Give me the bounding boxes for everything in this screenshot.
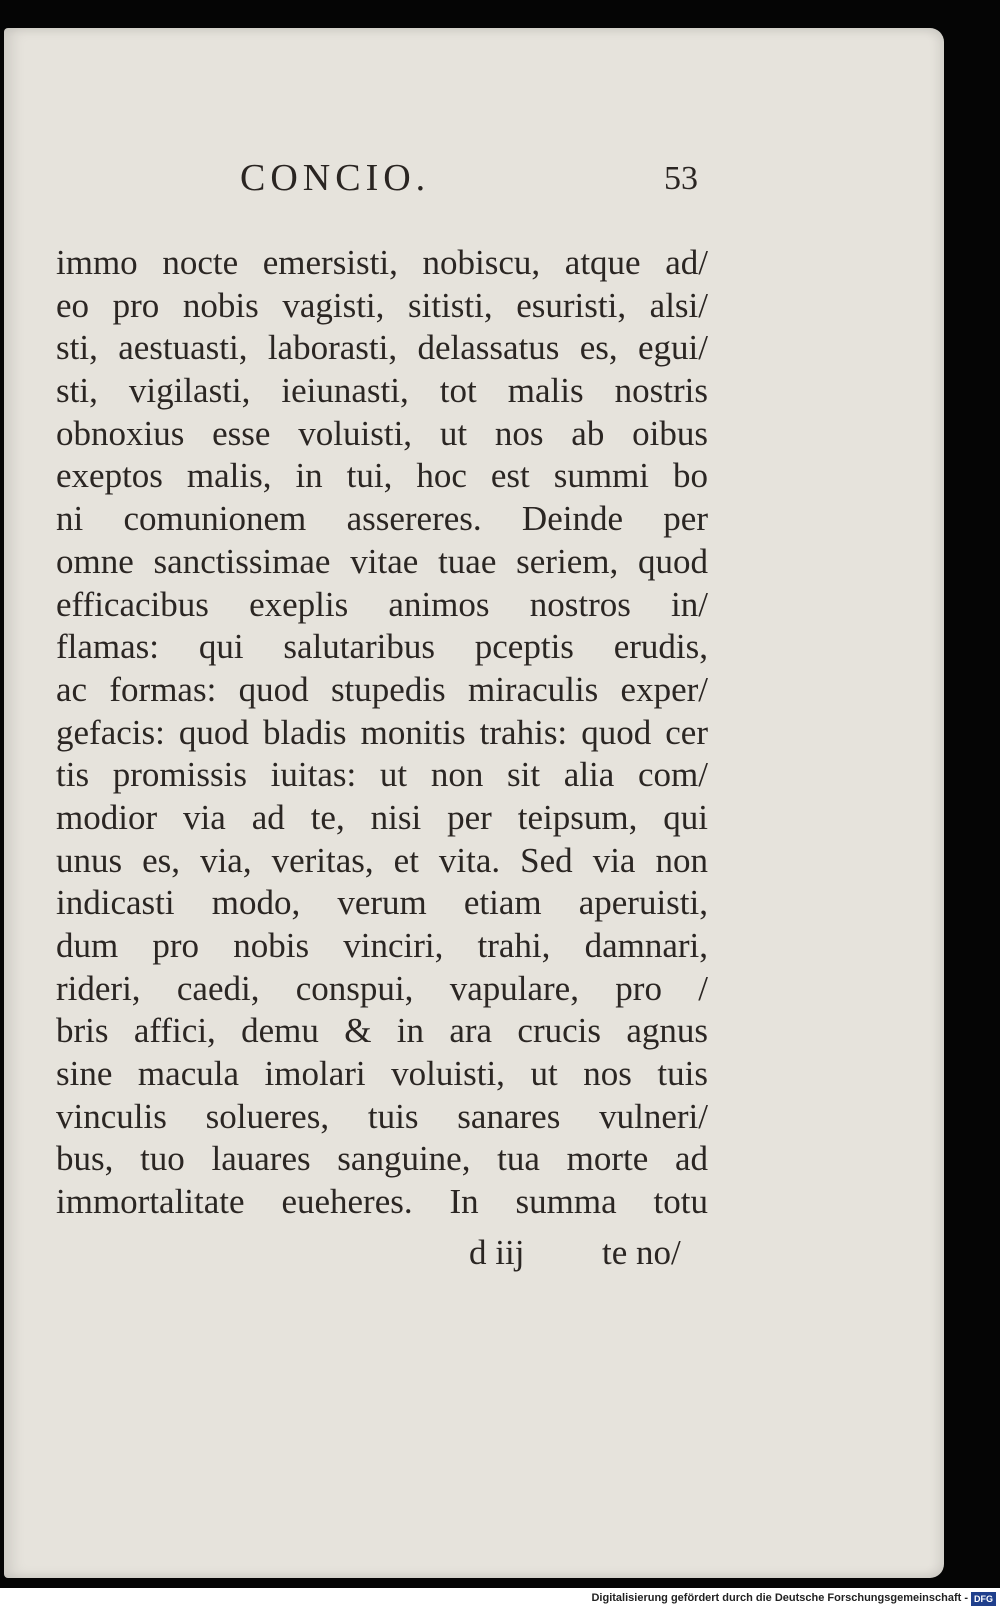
digitization-footer [0, 1588, 1000, 1611]
text-line: modior via ad te, nisi per teipsum, qui [56, 797, 708, 837]
text-line: rideri, caedi, conspui, vapulare, pro / [56, 968, 708, 1008]
text-line: dum pro nobis vinciri, trahi, damnari, [56, 926, 708, 965]
text-line: efficacibus exeplis animos nostros in/ [56, 584, 708, 624]
text-line: sine macula imolari voluisti, ut nos tuis [56, 1054, 708, 1094]
text-line: unus es, via, veritas, et vita. Sed via non [56, 840, 708, 880]
text-line: immortalitate eueheres. In summa totu [56, 1182, 708, 1222]
page-header [4, 156, 944, 216]
text-line: indicasti modo, verum etiam aperuisti, [56, 883, 708, 923]
text-line: gefacis: quod bladis monitis trahis: quod cer [56, 712, 708, 752]
text-line: omne sanctissimae vitae tuae seriem, quod [56, 541, 708, 581]
dfg-logo-icon: DFG [971, 1592, 996, 1606]
text-line: flamas: qui salutaribus pceptis erudis, [56, 627, 708, 667]
text-line: eo pro nobis vagisti, sitisti, esuristi, alsi/ [56, 285, 708, 325]
text-line: bris affici, demu & in ara crucis agnus [56, 1011, 708, 1051]
text-line: ni comunionem assereres. Deinde per [56, 499, 708, 539]
running-title: CONCIO. [240, 157, 431, 199]
text-line: obnoxius esse voluisti, ut nos ab oibus [56, 413, 708, 453]
text-line: exeptos malis, in tui, hoc est summi bo [56, 456, 708, 496]
text-line: bus, tuo lauares sanguine, tua morte ad [56, 1139, 708, 1179]
text-line: ac formas: quod stupedis miraculis exper/ [56, 669, 708, 709]
book-page [4, 28, 944, 1578]
body-text [56, 242, 708, 1224]
text-line: immo nocte emersisti, nobiscu, atque ad/ [56, 243, 708, 282]
text-line: sti, aestuasti, laborasti, delassatus es, egui/ [56, 328, 708, 368]
digitization-credit: Digitalisierung gefördert durch die Deutsche Forschungsgemeinschaft - [591, 1592, 968, 1604]
catchword: te no/ [602, 1233, 681, 1272]
text-line: tis promissis iuitas: ut non sit alia com/ [56, 755, 708, 795]
text-line: vinculis solueres, tuis sanares vulneri/ [56, 1096, 708, 1136]
text-line: sti, vigilasti, ieiunasti, tot malis nostris [56, 371, 708, 411]
signature-mark: d iij [469, 1233, 525, 1272]
page-number: 53 [664, 160, 698, 197]
